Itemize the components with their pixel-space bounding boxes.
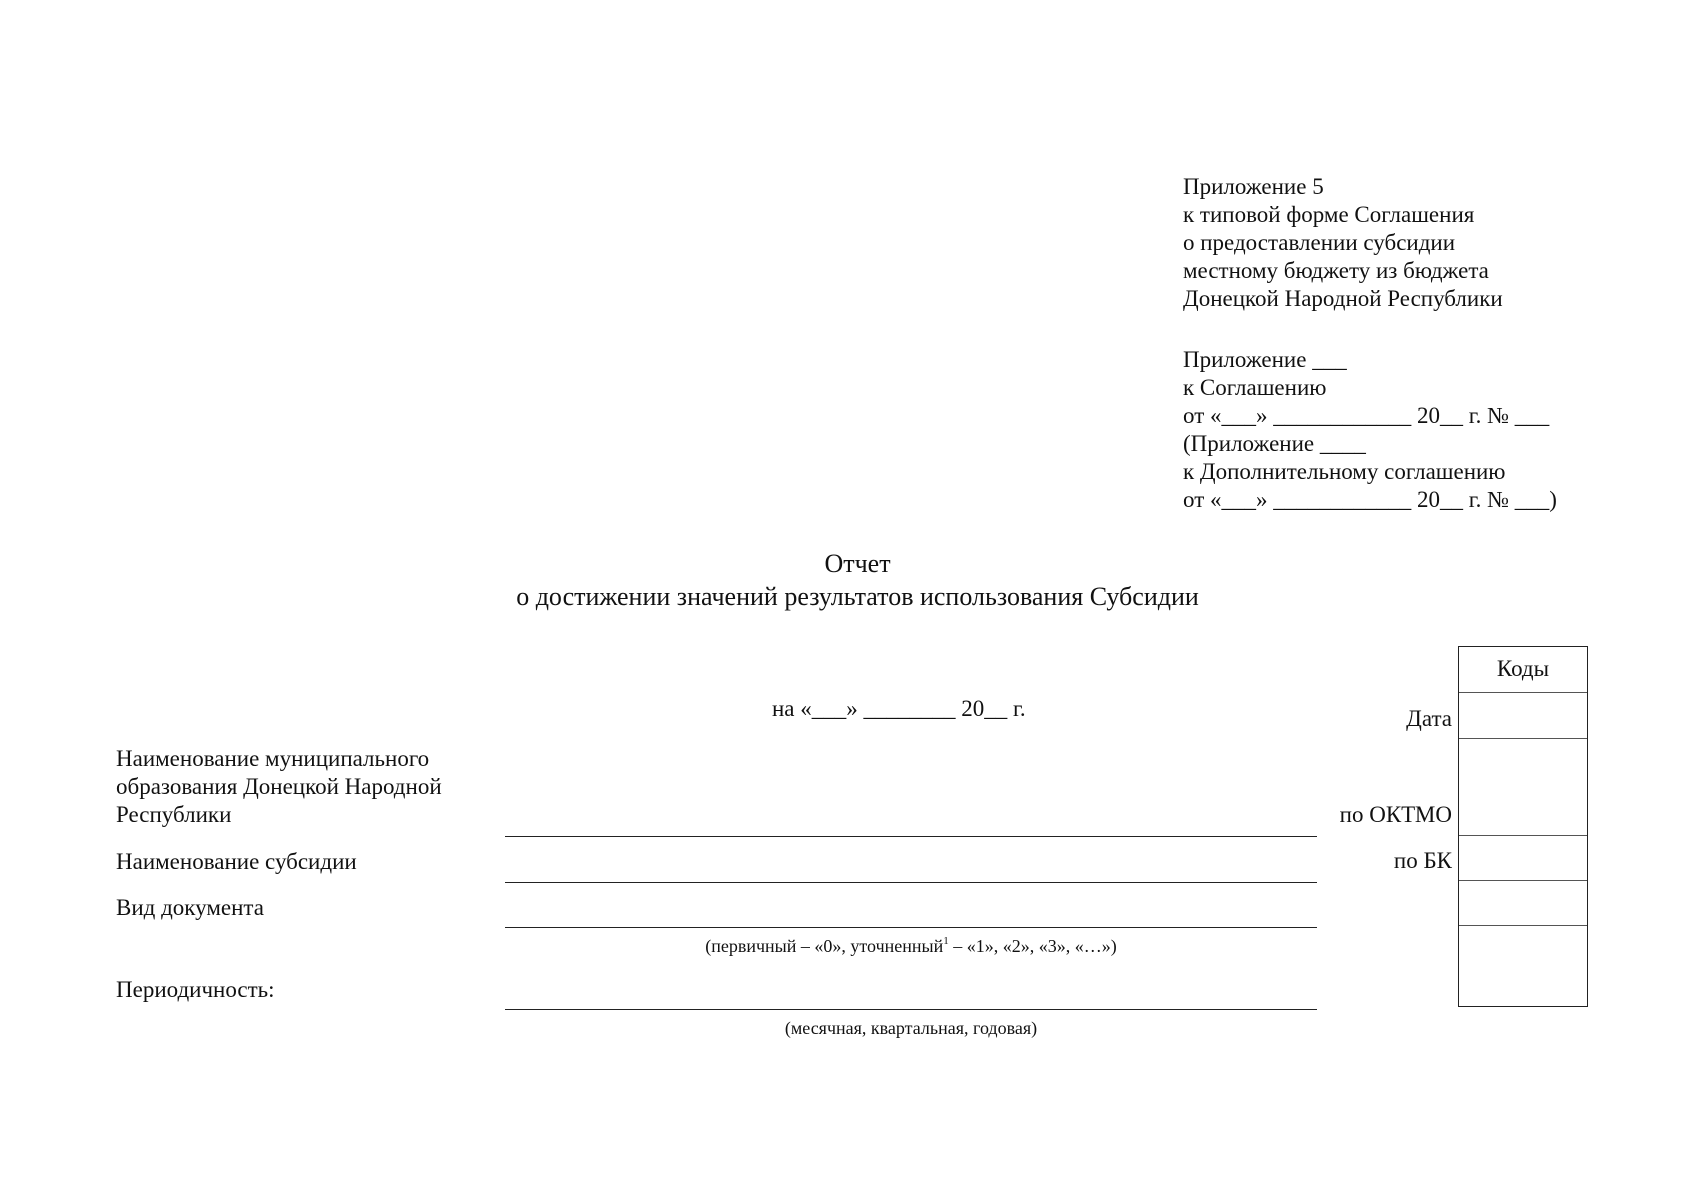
report-date: на «___» ________ 20__ г.	[772, 696, 1026, 721]
agreement-line: от «___» ____________ 20__ г. № ___)	[1183, 487, 1557, 512]
subsidy-label: Наименование субсидии	[116, 849, 357, 874]
doc-type-hint-prefix: (первичный – «0», уточненный	[705, 936, 944, 956]
report-subtitle: о достижении значений результатов использования Субсидии	[516, 582, 1199, 611]
appendix-line: местному бюджету из бюджета	[1183, 258, 1489, 283]
code-cell-oktmo[interactable]	[1459, 738, 1587, 835]
municipality-field-line[interactable]	[505, 836, 1317, 837]
doc-type-hint-suffix: – «1», «2», «3», «…»)	[948, 936, 1117, 956]
appendix-line: к типовой форме Соглашения	[1183, 202, 1475, 227]
doc-type-label: Вид документа	[116, 895, 264, 920]
periodicity-hint: (месячная, квартальная, годовая)	[784, 1018, 1038, 1038]
doc-type-field-line[interactable]	[505, 927, 1317, 928]
agreement-reference	[1183, 346, 1557, 514]
agreement-line: от «___» ____________ 20__ г. № ___	[1183, 403, 1550, 428]
municipality-label-line: Наименование муниципального	[116, 746, 430, 771]
appendix-line: о предоставлении субсидии	[1183, 230, 1456, 255]
oktmo-label: по ОКТМО	[1339, 802, 1452, 827]
code-cell-date[interactable]	[1459, 692, 1587, 738]
agreement-line: к Дополнительному соглашению	[1183, 459, 1506, 484]
agreement-line: Приложение ___	[1183, 347, 1347, 372]
bk-label: по БК	[1393, 848, 1452, 873]
municipality-label-line: образования Донецкой Народной	[116, 774, 442, 799]
periodicity-label: Периодичность:	[116, 977, 275, 1002]
code-cell-doc-type[interactable]	[1459, 880, 1587, 925]
subsidy-field-line[interactable]	[505, 882, 1317, 883]
date-label: Дата	[1406, 706, 1452, 731]
municipality-label	[116, 745, 442, 829]
appendix-line: Донецкой Народной Республики	[1183, 286, 1503, 311]
report-title: Отчет	[824, 549, 891, 578]
periodicity-field-line[interactable]	[505, 1009, 1317, 1010]
footnote-marker: 1	[943, 935, 949, 947]
codes-header: Коды	[1496, 656, 1550, 681]
codes-table	[1458, 646, 1588, 1007]
doc-type-hint	[505, 935, 1317, 957]
municipality-label-line: Республики	[116, 802, 232, 827]
appendix-line: Приложение 5	[1183, 174, 1324, 199]
code-cell-bk[interactable]	[1459, 835, 1587, 880]
appendix-header	[1183, 173, 1503, 313]
agreement-line: (Приложение ____	[1183, 431, 1366, 456]
agreement-line: к Соглашению	[1183, 375, 1327, 400]
code-cell-periodicity[interactable]	[1459, 925, 1587, 1006]
